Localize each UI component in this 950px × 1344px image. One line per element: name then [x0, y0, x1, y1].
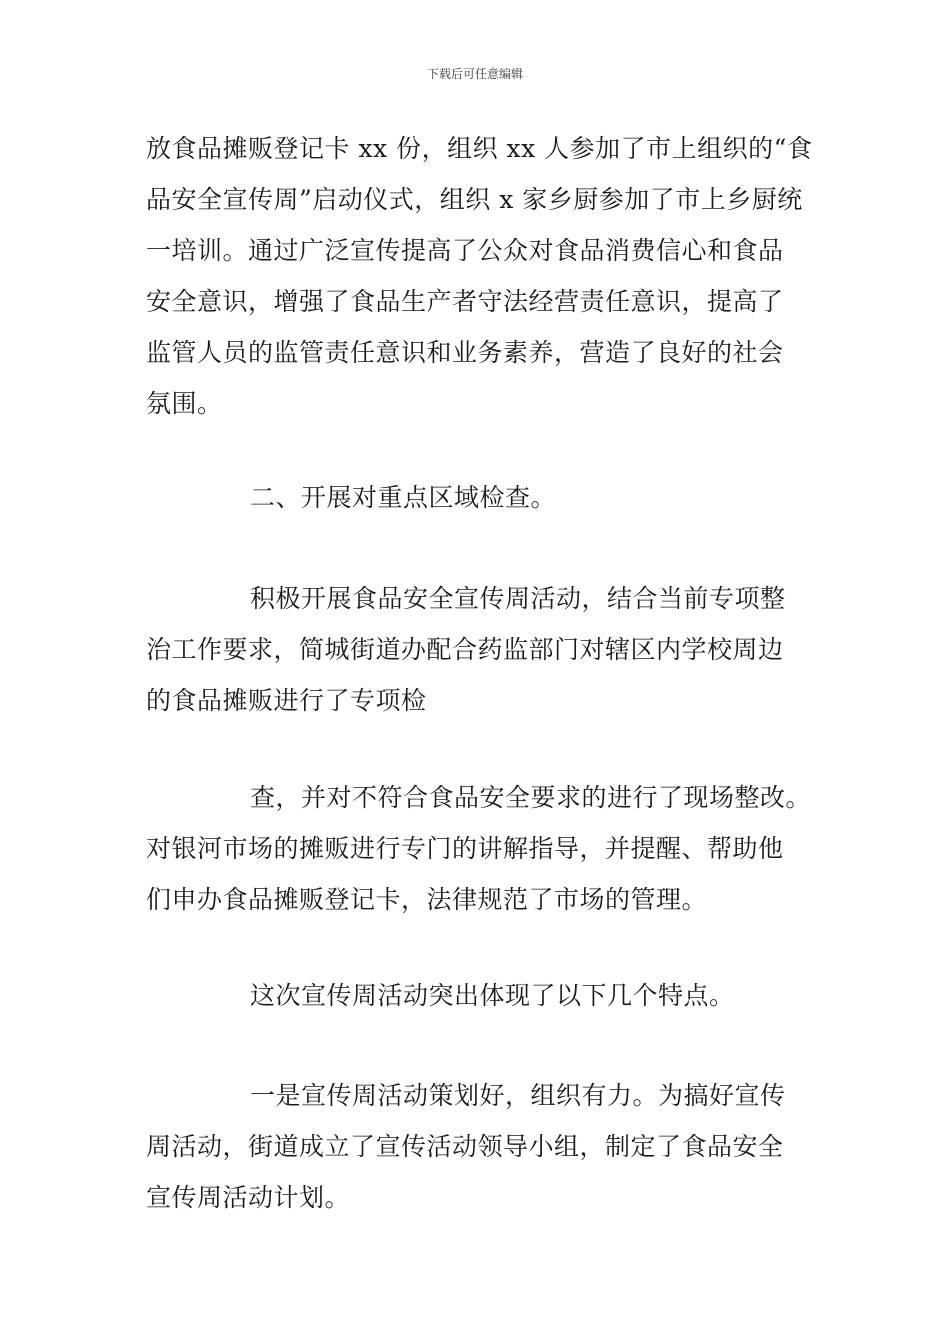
paragraph-1	[146, 123, 826, 429]
section-heading	[146, 472, 826, 523]
paragraph-line: 治工作要求，简城街道办配合药监部门对辖区内学校周边	[146, 635, 784, 664]
paragraph-5	[146, 970, 826, 1021]
section-heading-text: 二、开展对重点区域检查。	[250, 483, 557, 512]
paragraph-line: 这次宣传周活动突出体现了以下几个特点。	[250, 981, 735, 1010]
paragraph-line: 周活动，街道成立了宣传活动领导小组，制定了食品安全	[146, 1132, 784, 1161]
paragraph-line: 放食品摊贩登记卡 xx 份，组织 xx 人参加了市上组织的“食	[146, 134, 813, 163]
page-header	[0, 66, 950, 82]
paragraph-3	[146, 573, 826, 726]
paragraph-line: 们申办食品摊贩登记卡，法律规范了市场的管理。	[146, 885, 708, 914]
paragraph-line: 品安全宣传周”启动仪式，组织 x 家乡厨参加了市上乡厨统	[146, 185, 803, 214]
paragraph-6	[146, 1070, 826, 1223]
paragraph-line: 对银河市场的摊贩进行专门的讲解指导，并提醒、帮助他	[146, 834, 784, 863]
paragraph-line: 一是宣传周活动策划好，组织有力。为搞好宣传	[250, 1081, 786, 1110]
header-text: 下载后可任意编辑	[426, 67, 523, 81]
paragraph-line: 的食品摊贩进行了专项检	[146, 686, 427, 715]
paragraph-line: 查，并对不符合食品安全要求的进行了现场整改。	[250, 783, 812, 812]
paragraph-line: 宣传周活动计划。	[146, 1183, 351, 1212]
paragraph-4	[146, 772, 826, 925]
paragraph-line: 监管人员的监管责任意识和业务素养，营造了良好的社会	[146, 338, 784, 367]
paragraph-line: 积极开展食品安全宣传周活动，结合当前专项整	[250, 584, 786, 613]
paragraph-line: 氛围。	[146, 389, 223, 418]
paragraph-line: 安全意识，增强了食品生产者守法经营责任意识，提高了	[146, 287, 784, 316]
paragraph-line: 一培训。通过广泛宣传提高了公众对食品消费信心和食品	[146, 236, 784, 265]
